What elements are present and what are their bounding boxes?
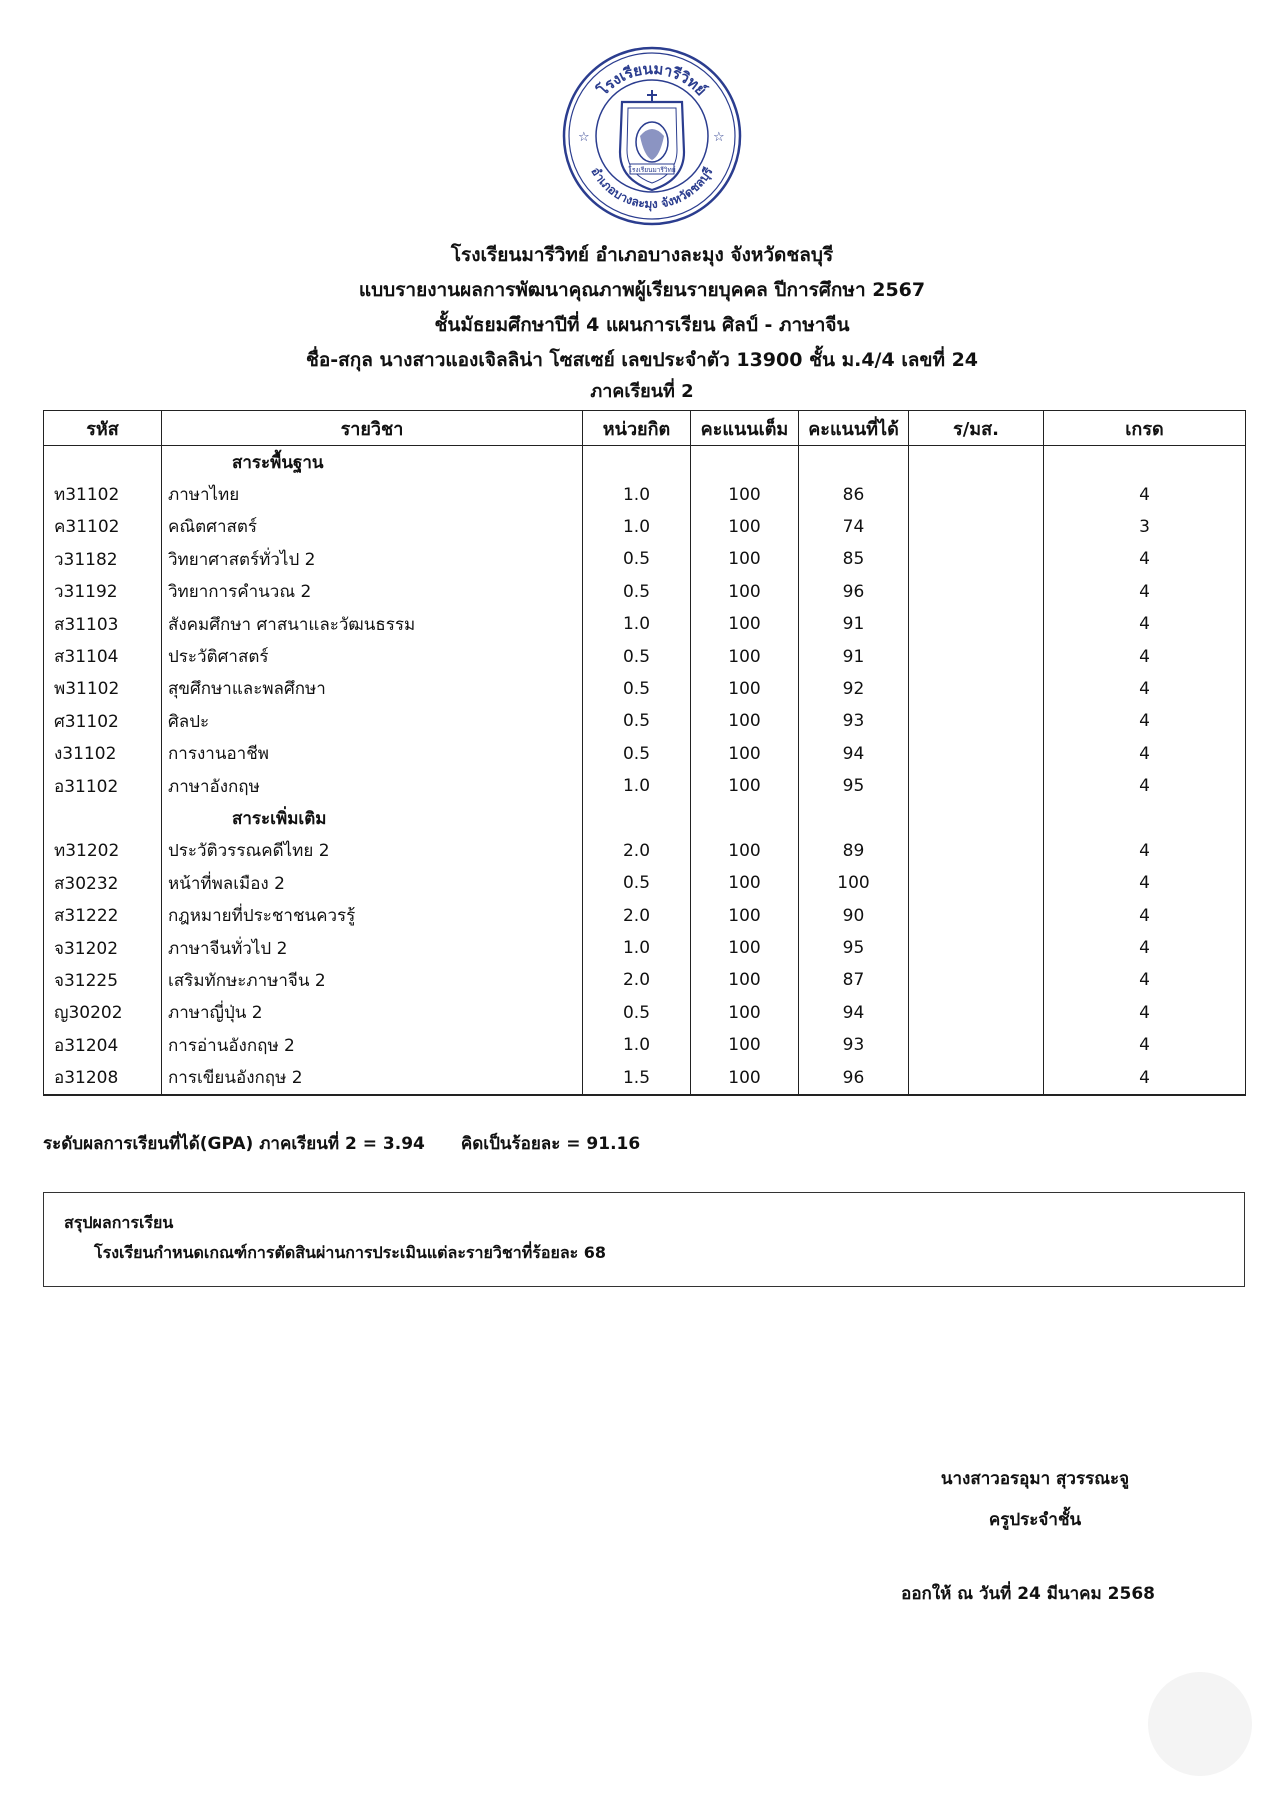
school-seal-logo (560, 44, 744, 228)
credit-cell: 1.0 (583, 608, 691, 640)
full-score-cell: 100 (691, 511, 799, 543)
status-cell (909, 576, 1044, 608)
score-cell: 95 (799, 770, 909, 802)
grade-cell: 4 (1044, 576, 1246, 608)
seal-top-text: โรงเรียนมารีวิทย์ (593, 59, 711, 100)
grade-cell: 4 (1044, 1029, 1246, 1061)
grade-cell: 4 (1044, 835, 1246, 867)
subject-name: ภาษาอังกฤษ (162, 770, 583, 802)
full-score-cell: 100 (691, 770, 799, 802)
subject-name: กฎหมายที่ประชาชนควรรู้ (162, 899, 583, 931)
table-row (44, 835, 1246, 867)
status-cell (909, 1029, 1044, 1061)
col-header-subject: รายวิชา (162, 411, 583, 446)
table-row (44, 932, 1246, 964)
status-cell (909, 705, 1044, 737)
col-header-full-score: คะแนนเต็ม (691, 411, 799, 446)
empty-cell (1044, 802, 1246, 834)
credit-cell: 1.0 (583, 511, 691, 543)
full-score-cell: 100 (691, 997, 799, 1029)
subject-code: ว31192 (44, 576, 162, 608)
table-row (44, 576, 1246, 608)
score-cell: 93 (799, 705, 909, 737)
table-row (44, 511, 1246, 543)
subject-name: วิทยาศาสตร์ทั่วไป 2 (162, 543, 583, 575)
credit-cell: 1.0 (583, 932, 691, 964)
empty-cell (691, 446, 799, 479)
subject-name: การอ่านอังกฤษ 2 (162, 1029, 583, 1061)
status-cell (909, 673, 1044, 705)
empty-cell (691, 802, 799, 834)
gpa-percent: คิดเป็นร้อยละ = 91.16 (460, 1134, 641, 1154)
status-cell (909, 835, 1044, 867)
full-score-cell: 100 (691, 478, 799, 510)
group-header-row (44, 802, 1246, 834)
grade-cell: 4 (1044, 738, 1246, 770)
school-name: โรงเรียนมารีวิทย์ อำเภอบางละมุง จังหวัดชลบุรี (450, 244, 834, 266)
issue-date: ออกให้ ณ วันที่ 24 มีนาคม 2568 (901, 1584, 1155, 1604)
summary-box (43, 1192, 1245, 1287)
subject-code: ส31104 (44, 640, 162, 672)
svg-text:☆: ☆ (713, 130, 725, 145)
grade-cell: 4 (1044, 640, 1246, 672)
full-score-cell: 100 (691, 738, 799, 770)
watermark-badge (1148, 1672, 1252, 1776)
full-score-cell: 100 (691, 867, 799, 899)
status-cell (909, 543, 1044, 575)
subject-code: ท31102 (44, 478, 162, 510)
credit-cell: 0.5 (583, 640, 691, 672)
report-heading (0, 238, 1284, 406)
subject-code: ส30232 (44, 867, 162, 899)
full-score-cell: 100 (691, 673, 799, 705)
subject-code: ค31102 (44, 511, 162, 543)
status-cell (909, 1061, 1044, 1094)
subject-name: ศิลปะ (162, 705, 583, 737)
empty-cell (44, 446, 162, 479)
table-row (44, 899, 1246, 931)
subject-name: ภาษาไทย (162, 478, 583, 510)
col-header-grade: เกรด (1044, 411, 1246, 446)
score-cell: 95 (799, 932, 909, 964)
table-row (44, 1029, 1246, 1061)
credit-cell: 2.0 (583, 899, 691, 931)
subject-code: ง31102 (44, 738, 162, 770)
full-score-cell: 100 (691, 1029, 799, 1061)
credit-cell: 2.0 (583, 964, 691, 996)
full-score-cell: 100 (691, 964, 799, 996)
status-cell (909, 511, 1044, 543)
subject-name: ภาษาจีนทั่วไป 2 (162, 932, 583, 964)
subject-code: ญ30202 (44, 997, 162, 1029)
credit-cell: 0.5 (583, 576, 691, 608)
status-cell (909, 738, 1044, 770)
credit-cell: 0.5 (583, 673, 691, 705)
group-title: สาระเพิ่มเติม (162, 802, 583, 834)
table-header-row (44, 411, 1246, 446)
subject-name: สุขศึกษาและพลศึกษา (162, 673, 583, 705)
subject-code: ส31222 (44, 899, 162, 931)
score-cell: 96 (799, 576, 909, 608)
empty-cell (909, 802, 1044, 834)
status-cell (909, 899, 1044, 931)
subject-name: เสริมทักษะภาษาจีน 2 (162, 964, 583, 996)
summary-title: สรุปผลการเรียน (64, 1213, 174, 1232)
status-cell (909, 770, 1044, 802)
credit-cell: 0.5 (583, 705, 691, 737)
summary-criteria: โรงเรียนกำหนดเกณฑ์การตัดสินผ่านการประเมินแต่ละรายวิชาที่ร้อยละ 68 (94, 1243, 607, 1262)
subject-code: ส31103 (44, 608, 162, 640)
grade-cell: 4 (1044, 1061, 1246, 1094)
subject-name: การเขียนอังกฤษ 2 (162, 1061, 583, 1094)
table-row (44, 997, 1246, 1029)
table-row (44, 738, 1246, 770)
subject-name: วิทยาการคำนวณ 2 (162, 576, 583, 608)
report-title: แบบรายงานผลการพัฒนาคุณภาพผู้เรียนรายบุคคล ปีการศึกษา 2567 (358, 279, 926, 301)
empty-cell (583, 802, 691, 834)
grade-cell: 4 (1044, 932, 1246, 964)
gpa-summary (43, 1130, 640, 1157)
score-cell: 85 (799, 543, 909, 575)
full-score-cell: 100 (691, 932, 799, 964)
full-score-cell: 100 (691, 899, 799, 931)
grade-cell: 4 (1044, 543, 1246, 575)
grade-cell: 4 (1044, 770, 1246, 802)
subject-name: ประวัติวรรณคดีไทย 2 (162, 835, 583, 867)
status-cell (909, 867, 1044, 899)
subject-code: ท31202 (44, 835, 162, 867)
table-row (44, 640, 1246, 672)
col-header-status: ร/มส. (909, 411, 1044, 446)
status-cell (909, 640, 1044, 672)
empty-cell (799, 446, 909, 479)
empty-cell (583, 446, 691, 479)
seal-bottom-text: อำเภอบางละมุง จังหวัดชลบุรี (588, 164, 716, 212)
subject-name: ประวัติศาสตร์ (162, 640, 583, 672)
subject-code: จ31225 (44, 964, 162, 996)
score-cell: 91 (799, 640, 909, 672)
full-score-cell: 100 (691, 640, 799, 672)
subject-code: อ31102 (44, 770, 162, 802)
empty-cell (44, 802, 162, 834)
score-cell: 86 (799, 478, 909, 510)
group-title: สาระพื้นฐาน (162, 446, 583, 479)
credit-cell: 1.0 (583, 770, 691, 802)
full-score-cell: 100 (691, 1061, 799, 1094)
student-info: ชื่อ-สกุล นางสาวแองเจิลลิน่า โซสเซย์ เลขประจำตัว 13900 ชั้น ม.4/4 เลขที่ 24 (305, 349, 979, 371)
subject-name: หน้าที่พลเมือง 2 (162, 867, 583, 899)
score-cell: 89 (799, 835, 909, 867)
score-cell: 100 (799, 867, 909, 899)
credit-cell: 1.5 (583, 1061, 691, 1094)
status-cell (909, 478, 1044, 510)
grade-cell: 3 (1044, 511, 1246, 543)
status-cell (909, 608, 1044, 640)
grade-cell: 4 (1044, 608, 1246, 640)
table-row (44, 770, 1246, 802)
table-row (44, 608, 1246, 640)
subject-code: อ31204 (44, 1029, 162, 1061)
subject-code: อ31208 (44, 1061, 162, 1094)
subject-code: พ31102 (44, 673, 162, 705)
grade-cell: 4 (1044, 899, 1246, 931)
col-header-credit: หน่วยกิต (583, 411, 691, 446)
credit-cell: 0.5 (583, 738, 691, 770)
subject-code: ว31182 (44, 543, 162, 575)
col-header-code: รหัส (44, 411, 162, 446)
grade-cell: 4 (1044, 673, 1246, 705)
full-score-cell: 100 (691, 543, 799, 575)
score-cell: 91 (799, 608, 909, 640)
score-cell: 90 (799, 899, 909, 931)
grade-cell: 4 (1044, 964, 1246, 996)
score-cell: 96 (799, 1061, 909, 1094)
teacher-name: นางสาวอรอุมา สุวรรณะจู (940, 1469, 1130, 1489)
teacher-role: ครูประจำชั้น (988, 1510, 1082, 1530)
table-row (44, 673, 1246, 705)
subject-code: ศ31102 (44, 705, 162, 737)
status-cell (909, 964, 1044, 996)
grade-cell: 4 (1044, 705, 1246, 737)
full-score-cell: 100 (691, 835, 799, 867)
credit-cell: 0.5 (583, 543, 691, 575)
credit-cell: 1.0 (583, 478, 691, 510)
grade-cell: 4 (1044, 997, 1246, 1029)
table-row (44, 543, 1246, 575)
subject-name: คณิตศาสตร์ (162, 511, 583, 543)
score-cell: 93 (799, 1029, 909, 1061)
empty-cell (1044, 446, 1246, 479)
grades-table (43, 410, 1246, 1096)
svg-text:☆: ☆ (578, 130, 590, 145)
seal-banner-text: โรงเรียนมารีวิทย์ (628, 166, 676, 174)
semester-label: ภาคเรียนที่ 2 (590, 381, 694, 402)
credit-cell: 2.0 (583, 835, 691, 867)
table-row (44, 867, 1246, 899)
subject-name: ภาษาญี่ปุ่น 2 (162, 997, 583, 1029)
score-cell: 92 (799, 673, 909, 705)
table-row (44, 478, 1246, 510)
group-header-row (44, 446, 1246, 479)
credit-cell: 0.5 (583, 997, 691, 1029)
score-cell: 74 (799, 511, 909, 543)
col-header-score: คะแนนที่ได้ (799, 411, 909, 446)
table-row (44, 1061, 1246, 1094)
full-score-cell: 100 (691, 705, 799, 737)
full-score-cell: 100 (691, 608, 799, 640)
full-score-cell: 100 (691, 576, 799, 608)
table-row (44, 705, 1246, 737)
credit-cell: 0.5 (583, 867, 691, 899)
score-cell: 87 (799, 964, 909, 996)
gpa-value: ระดับผลการเรียนที่ได้(GPA) ภาคเรียนที่ 2 = 3.94 (43, 1134, 425, 1154)
grade-cell: 4 (1044, 478, 1246, 510)
status-cell (909, 997, 1044, 1029)
score-cell: 94 (799, 997, 909, 1029)
empty-cell (799, 802, 909, 834)
credit-cell: 1.0 (583, 1029, 691, 1061)
empty-cell (909, 446, 1044, 479)
table-row (44, 964, 1246, 996)
subject-name: สังคมศึกษา ศาสนาและวัฒนธรรม (162, 608, 583, 640)
status-cell (909, 932, 1044, 964)
score-cell: 94 (799, 738, 909, 770)
subject-code: จ31202 (44, 932, 162, 964)
subject-name: การงานอาชีพ (162, 738, 583, 770)
class-plan: ชั้นมัธยมศึกษาปีที่ 4 แผนการเรียน ศิลป์ - ภาษาจีน (434, 314, 850, 336)
grade-cell: 4 (1044, 867, 1246, 899)
